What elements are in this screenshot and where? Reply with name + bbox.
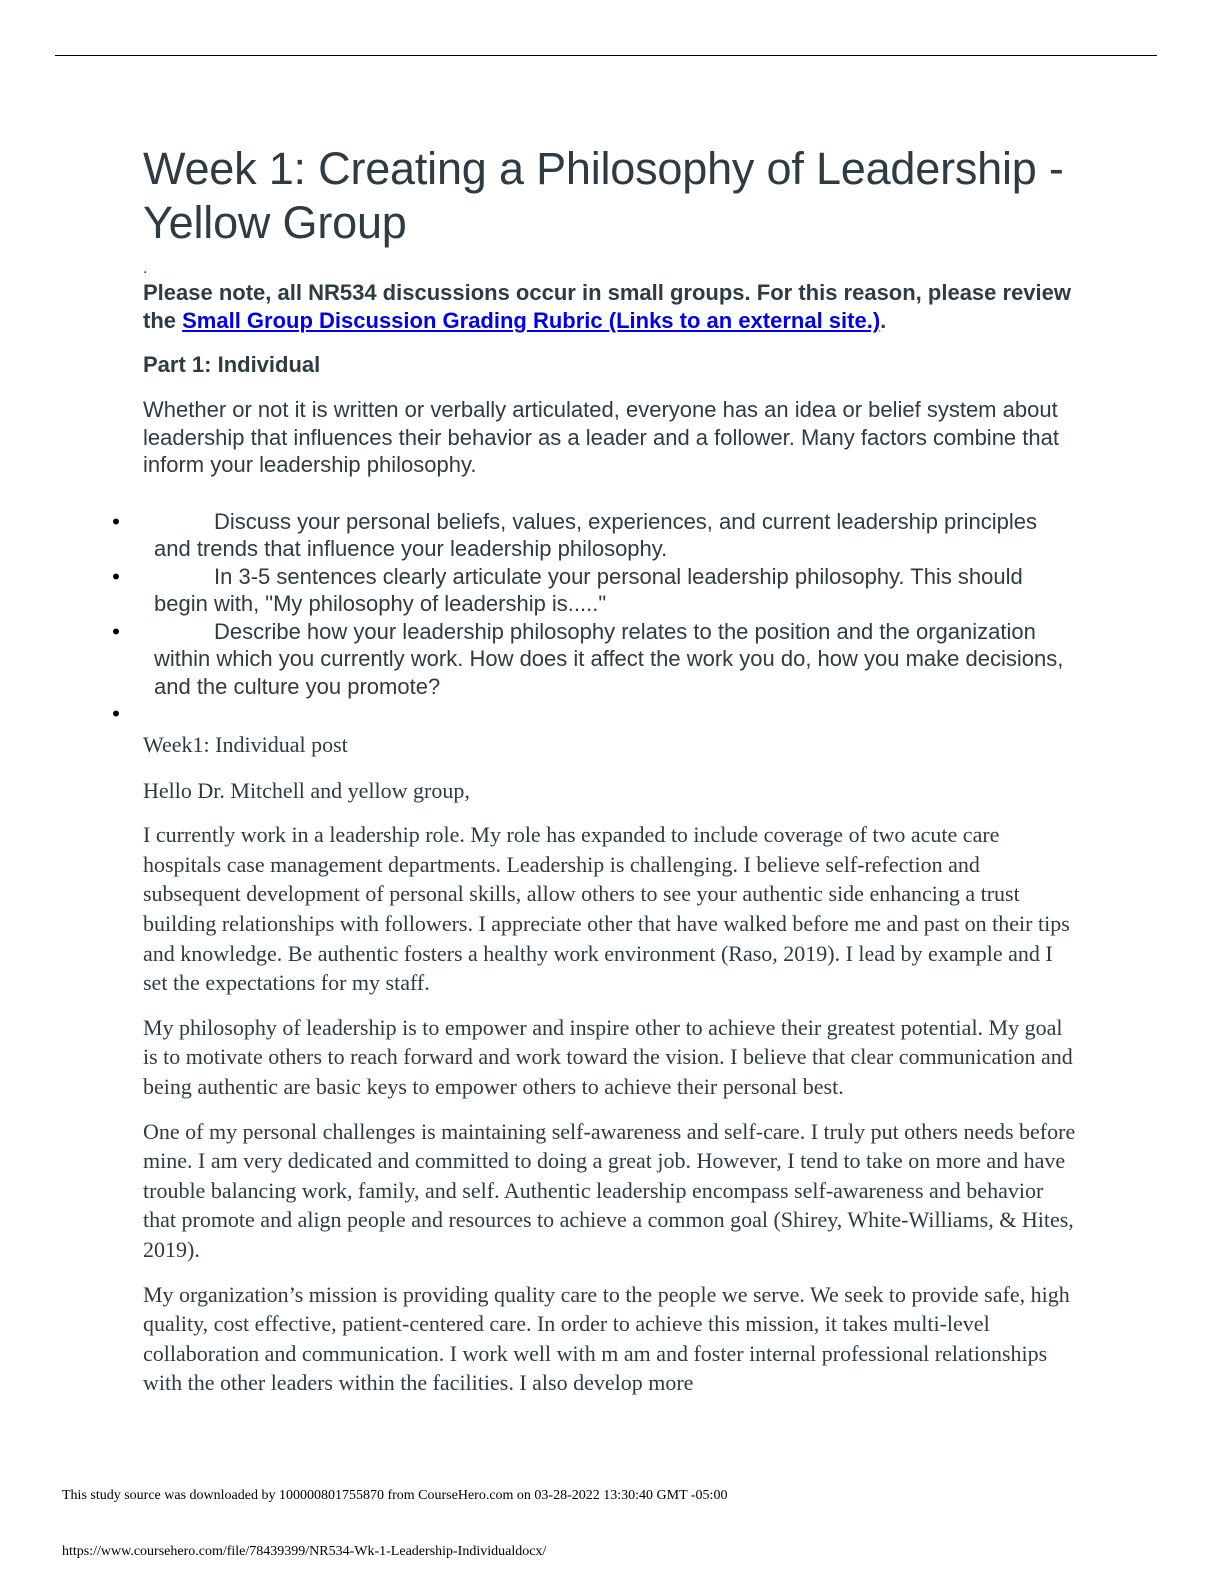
document-body xyxy=(112,142,1078,1413)
individual-post xyxy=(143,730,1078,1398)
part-heading: Part 1: Individual xyxy=(143,352,321,377)
post-greeting: Hello Dr. Mitchell and yellow group, xyxy=(143,777,470,803)
list-item-empty xyxy=(106,700,1078,727)
source-url: https://www.coursehero.com/file/78439399/NR534-Wk-1-Leadership-Individualdocx/ xyxy=(62,1544,547,1559)
list-item xyxy=(106,563,1078,618)
post-paragraph: My organization’s mission is providing quality care to the people we serve. We seek to provide safe, high quality, cost effective, patient-centered care. In order to achieve this mission, it takes multi-level collaboration and communication. I work well with m am and foster internal professional relationships with the other leaders within the facilities. I also develop more xyxy=(143,1281,1070,1396)
page-title: Week 1: Creating a Philosophy of Leadership - Yellow Group xyxy=(143,143,1064,248)
list-item xyxy=(106,508,1078,563)
post-title: Week1: Individual post xyxy=(143,732,348,757)
bullet-icon: • xyxy=(112,508,120,534)
list-item xyxy=(106,618,1078,701)
list-item-text: Discuss your personal beliefs, values, experiences, and current leadership principles and trends that influence your leadership philosophy. xyxy=(154,508,1037,561)
post-paragraph: I currently work in a leadership role. My role has expanded to include coverage of two acute care hospitals case management departments. Leadership is challenging. I believe self-refection and subsequent development of personal skills, allow others to see your authentic side enhancing a trust building relationships with followers. I appreciate other that have walked before me and past on their tips and knowledge. Be authentic fosters a healthy work environment (Raso, 2019). I lead by example and I set the expectations for my staff. xyxy=(143,822,1070,996)
group-note xyxy=(143,279,1078,335)
separator-dot: . xyxy=(143,260,148,277)
bullet-icon: • xyxy=(112,618,120,644)
grading-rubric-link[interactable]: Small Group Discussion Grading Rubric (Links to an external site.) xyxy=(182,308,881,333)
list-item-text: Describe how your leadership philosophy relates to the position and the organization within which you currently work. How does it affect the work you do, how you make decisions, and the culture you promote? xyxy=(154,618,1064,699)
post-paragraph: One of my personal challenges is maintaining self-awareness and self-care. I truly put others needs before mine. I am very dedicated and committed to doing a great job. However, I tend to take on more and have trouble balancing work, family, and self. Authentic leadership encompass self-awareness and behavior that promote and align people and resources to achieve a common goal (Shirey, White-Williams, & Hites, 2019). xyxy=(143,1118,1076,1262)
bullet-icon: • xyxy=(112,563,120,589)
group-note-prefix: Please note, all NR534 discussions occur in small groups. For this reason, please review the xyxy=(143,280,1072,333)
instructions-list xyxy=(106,508,1078,728)
post-paragraph: My philosophy of leadership is to empower and inspire other to achieve their greatest potential. My goal is to motivate others to reach forward and work toward the vision. I believe that clear communication and being authentic are basic keys to empower others to achieve their personal best. xyxy=(143,1014,1073,1099)
list-item-text: In 3-5 sentences clearly articulate your personal leadership philosophy. This should begin with, "My philosophy of leadership is....." xyxy=(154,563,1023,616)
intro-paragraph: Whether or not it is written or verbally articulated, everyone has an idea or belief system about leadership that influences their behavior as a leader and a follower. Many factors combine that inform your leadership philosophy. xyxy=(143,397,1059,477)
group-note-suffix: . xyxy=(880,308,887,333)
top-divider xyxy=(55,55,1157,56)
bullet-icon: • xyxy=(112,701,120,726)
download-source-note: This study source was downloaded by 100000801755870 from CourseHero.com on 03-28-2022 13:30:40 GMT -05:00 xyxy=(62,1488,728,1503)
